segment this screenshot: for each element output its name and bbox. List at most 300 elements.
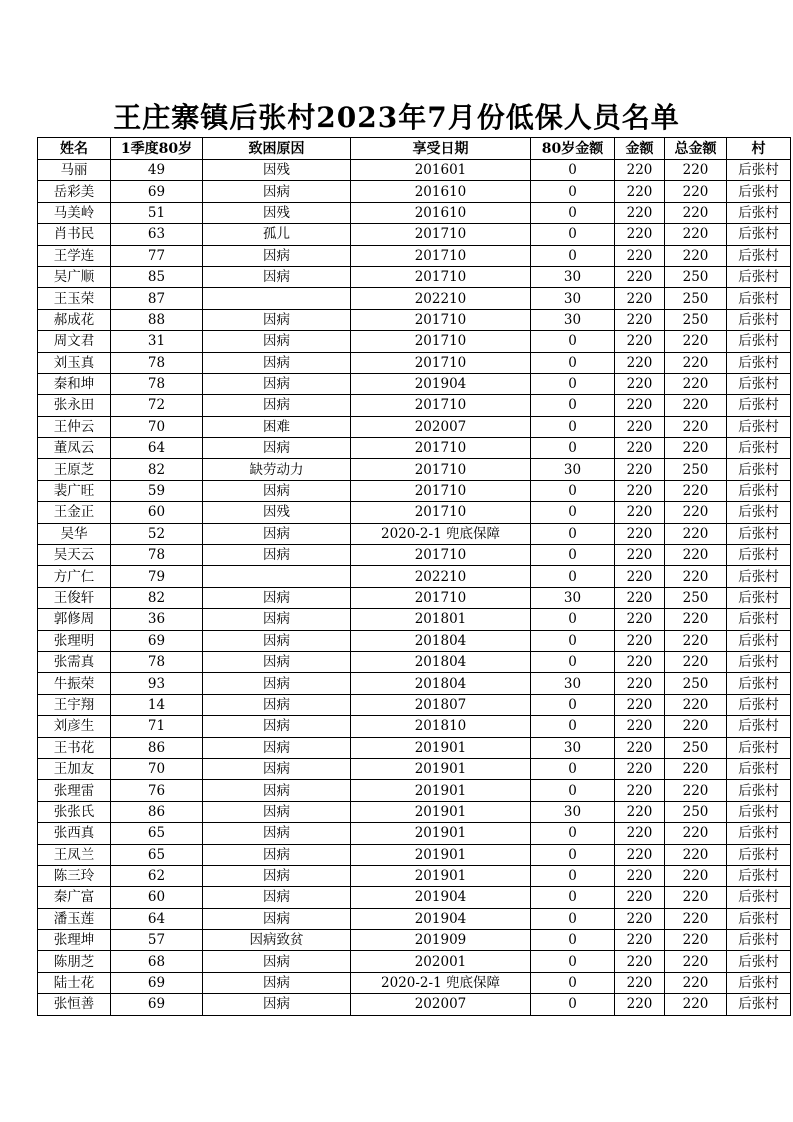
- cell-start-date: 201710: [351, 352, 531, 373]
- table-row: [38, 373, 791, 394]
- cell-name: 王凤兰: [38, 844, 111, 865]
- cell-name: 郝成花: [38, 309, 111, 330]
- cell-village: 后张村: [727, 587, 791, 608]
- cell-amount-80: 0: [531, 373, 615, 394]
- cell-q1-80: 76: [111, 780, 203, 801]
- cell-start-date: 201901: [351, 737, 531, 758]
- cell-total-amount: 220: [665, 908, 727, 929]
- table-row: [38, 609, 791, 630]
- cell-start-date: 201710: [351, 459, 531, 480]
- cell-village: 后张村: [727, 801, 791, 822]
- cell-village: 后张村: [727, 523, 791, 544]
- cell-total-amount: 220: [665, 609, 727, 630]
- cell-village: 后张村: [727, 352, 791, 373]
- cell-start-date: 201710: [351, 587, 531, 608]
- cell-name: 王金正: [38, 502, 111, 523]
- cell-start-date: 201909: [351, 930, 531, 951]
- cell-cause: 因病致贫: [203, 930, 351, 951]
- cell-amount-80: 0: [531, 523, 615, 544]
- table-row: [38, 908, 791, 929]
- cell-q1-80: 78: [111, 545, 203, 566]
- table-row: [38, 160, 791, 181]
- cell-total-amount: 220: [665, 224, 727, 245]
- cell-village: 后张村: [727, 309, 791, 330]
- cell-amount: 220: [615, 823, 665, 844]
- cell-name: 张理明: [38, 630, 111, 651]
- header-village: 村: [727, 138, 791, 160]
- cell-amount-80: 0: [531, 224, 615, 245]
- table-row: [38, 801, 791, 822]
- cell-total-amount: 220: [665, 972, 727, 993]
- cell-village: 后张村: [727, 823, 791, 844]
- cell-q1-80: 62: [111, 865, 203, 886]
- cell-name: 陆士花: [38, 972, 111, 993]
- cell-start-date: 201904: [351, 908, 531, 929]
- cell-cause: 因病: [203, 908, 351, 929]
- cell-amount: 220: [615, 865, 665, 886]
- cell-cause: 因残: [203, 160, 351, 181]
- cell-name: 郭修周: [38, 609, 111, 630]
- cell-amount: 220: [615, 908, 665, 929]
- cell-name: 陈三玲: [38, 865, 111, 886]
- cell-q1-80: 82: [111, 587, 203, 608]
- cell-cause: 因病: [203, 373, 351, 394]
- cell-village: 后张村: [727, 972, 791, 993]
- cell-village: 后张村: [727, 758, 791, 779]
- cell-total-amount: 220: [665, 545, 727, 566]
- cell-cause: 因病: [203, 480, 351, 501]
- table-row: [38, 587, 791, 608]
- cell-name: 张永田: [38, 395, 111, 416]
- table-row: [38, 416, 791, 437]
- cell-name: 王俊轩: [38, 587, 111, 608]
- cell-amount-80: 0: [531, 160, 615, 181]
- cell-amount: 220: [615, 309, 665, 330]
- cell-amount-80: 30: [531, 309, 615, 330]
- cell-total-amount: 220: [665, 865, 727, 886]
- cell-village: 后张村: [727, 288, 791, 309]
- cell-cause: 因病: [203, 737, 351, 758]
- cell-name: 肖书民: [38, 224, 111, 245]
- table-row: [38, 502, 791, 523]
- cell-start-date: 201901: [351, 844, 531, 865]
- table-row: [38, 651, 791, 672]
- cell-cause: 因病: [203, 245, 351, 266]
- cell-cause: 因残: [203, 202, 351, 223]
- cell-amount-80: 0: [531, 651, 615, 672]
- cell-total-amount: 250: [665, 266, 727, 287]
- cell-name: 张西真: [38, 823, 111, 844]
- cell-amount-80: 0: [531, 502, 615, 523]
- cell-start-date: 2020-2-1 兜底保障: [351, 523, 531, 544]
- cell-cause: 因病: [203, 887, 351, 908]
- cell-q1-80: 68: [111, 951, 203, 972]
- cell-total-amount: 220: [665, 438, 727, 459]
- cell-name: 张张氏: [38, 801, 111, 822]
- cell-amount: 220: [615, 887, 665, 908]
- cell-q1-80: 86: [111, 801, 203, 822]
- cell-total-amount: 250: [665, 587, 727, 608]
- cell-name: 吴天云: [38, 545, 111, 566]
- cell-start-date: 201710: [351, 438, 531, 459]
- cell-total-amount: 250: [665, 737, 727, 758]
- cell-q1-80: 64: [111, 438, 203, 459]
- cell-village: 后张村: [727, 630, 791, 651]
- cell-q1-80: 59: [111, 480, 203, 501]
- cell-q1-80: 78: [111, 651, 203, 672]
- table-row: [38, 566, 791, 587]
- cell-amount: 220: [615, 758, 665, 779]
- cell-amount-80: 0: [531, 930, 615, 951]
- cell-total-amount: 250: [665, 801, 727, 822]
- cell-total-amount: 220: [665, 416, 727, 437]
- cell-start-date: 201610: [351, 181, 531, 202]
- cell-cause: [203, 566, 351, 587]
- cell-start-date: 202007: [351, 994, 531, 1015]
- table-row: [38, 224, 791, 245]
- cell-amount-80: 0: [531, 566, 615, 587]
- cell-village: 后张村: [727, 673, 791, 694]
- cell-cause: 因病: [203, 587, 351, 608]
- cell-village: 后张村: [727, 951, 791, 972]
- cell-total-amount: 220: [665, 951, 727, 972]
- cell-name: 秦广富: [38, 887, 111, 908]
- cell-q1-80: 70: [111, 416, 203, 437]
- cell-amount-80: 0: [531, 438, 615, 459]
- cell-amount-80: 0: [531, 844, 615, 865]
- cell-village: 后张村: [727, 502, 791, 523]
- cell-start-date: 201810: [351, 716, 531, 737]
- cell-amount-80: 0: [531, 994, 615, 1015]
- cell-q1-80: 49: [111, 160, 203, 181]
- cell-amount-80: 30: [531, 459, 615, 480]
- cell-village: 后张村: [727, 224, 791, 245]
- cell-start-date: 201904: [351, 887, 531, 908]
- cell-start-date: 201710: [351, 502, 531, 523]
- cell-total-amount: 220: [665, 630, 727, 651]
- table-header-row: [38, 138, 791, 160]
- cell-total-amount: 220: [665, 930, 727, 951]
- page-title: 王庄寨镇后张村2023年7月份低保人员名单: [113, 101, 680, 134]
- cell-amount: 220: [615, 502, 665, 523]
- cell-cause: 因病: [203, 716, 351, 737]
- cell-total-amount: 250: [665, 288, 727, 309]
- cell-cause: 因病: [203, 758, 351, 779]
- cell-amount: 220: [615, 181, 665, 202]
- cell-q1-80: 65: [111, 823, 203, 844]
- cell-amount: 220: [615, 972, 665, 993]
- cell-village: 后张村: [727, 737, 791, 758]
- cell-cause: 因病: [203, 651, 351, 672]
- cell-name: 王玉荣: [38, 288, 111, 309]
- cell-name: 马丽: [38, 160, 111, 181]
- cell-total-amount: 220: [665, 395, 727, 416]
- table-row: [38, 844, 791, 865]
- cell-name: 潘玉莲: [38, 908, 111, 929]
- cell-start-date: 201804: [351, 651, 531, 672]
- cell-q1-80: 79: [111, 566, 203, 587]
- cell-village: 后张村: [727, 245, 791, 266]
- cell-amount: 220: [615, 801, 665, 822]
- cell-cause: 因病: [203, 352, 351, 373]
- cell-q1-80: 78: [111, 352, 203, 373]
- cell-amount-80: 0: [531, 630, 615, 651]
- cell-amount: 220: [615, 673, 665, 694]
- cell-village: 后张村: [727, 865, 791, 886]
- cell-amount: 220: [615, 716, 665, 737]
- cell-q1-80: 88: [111, 309, 203, 330]
- cell-total-amount: 250: [665, 673, 727, 694]
- table-row: [38, 694, 791, 715]
- cell-q1-80: 60: [111, 887, 203, 908]
- cell-amount: 220: [615, 651, 665, 672]
- cell-name: 吴广顺: [38, 266, 111, 287]
- cell-name: 王学连: [38, 245, 111, 266]
- cell-total-amount: 220: [665, 758, 727, 779]
- cell-start-date: 201901: [351, 758, 531, 779]
- cell-start-date: 201710: [351, 245, 531, 266]
- cell-amount: 220: [615, 844, 665, 865]
- cell-amount: 220: [615, 587, 665, 608]
- cell-amount: 220: [615, 352, 665, 373]
- cell-amount: 220: [615, 545, 665, 566]
- cell-name: 刘彦生: [38, 716, 111, 737]
- cell-name: 秦和坤: [38, 373, 111, 394]
- cell-name: 陈朋芝: [38, 951, 111, 972]
- cell-start-date: 201601: [351, 160, 531, 181]
- cell-q1-80: 14: [111, 694, 203, 715]
- cell-name: 张恒善: [38, 994, 111, 1015]
- cell-cause: 因病: [203, 609, 351, 630]
- cell-amount-80: 0: [531, 716, 615, 737]
- table-row: [38, 181, 791, 202]
- cell-amount-80: 30: [531, 737, 615, 758]
- cell-q1-80: 52: [111, 523, 203, 544]
- header-amount: 金额: [615, 138, 665, 160]
- cell-cause: 因病: [203, 395, 351, 416]
- cell-total-amount: 220: [665, 651, 727, 672]
- cell-total-amount: 220: [665, 202, 727, 223]
- cell-name: 岳彩美: [38, 181, 111, 202]
- cell-amount-80: 0: [531, 480, 615, 501]
- cell-amount-80: 0: [531, 395, 615, 416]
- cell-cause: 因病: [203, 865, 351, 886]
- cell-start-date: 202210: [351, 288, 531, 309]
- table-row: [38, 758, 791, 779]
- cell-total-amount: 220: [665, 352, 727, 373]
- cell-amount-80: 0: [531, 865, 615, 886]
- table-row: [38, 288, 791, 309]
- cell-amount: 220: [615, 160, 665, 181]
- cell-village: 后张村: [727, 780, 791, 801]
- cell-village: 后张村: [727, 459, 791, 480]
- table-row: [38, 352, 791, 373]
- cell-start-date: 201710: [351, 545, 531, 566]
- cell-start-date: 2020-2-1 兜底保障: [351, 972, 531, 993]
- cell-cause: 因病: [203, 523, 351, 544]
- cell-amount-80: 0: [531, 823, 615, 844]
- cell-total-amount: 220: [665, 716, 727, 737]
- cell-village: 后张村: [727, 160, 791, 181]
- cell-start-date: 201901: [351, 823, 531, 844]
- cell-village: 后张村: [727, 480, 791, 501]
- cell-q1-80: 70: [111, 758, 203, 779]
- cell-amount: 220: [615, 694, 665, 715]
- table-row: [38, 951, 791, 972]
- table-row: [38, 309, 791, 330]
- cell-amount: 220: [615, 331, 665, 352]
- cell-village: 后张村: [727, 887, 791, 908]
- cell-village: 后张村: [727, 395, 791, 416]
- cell-amount: 220: [615, 566, 665, 587]
- cell-village: 后张村: [727, 416, 791, 437]
- cell-name: 王加友: [38, 758, 111, 779]
- cell-cause: 孤儿: [203, 224, 351, 245]
- cell-name: 张需真: [38, 651, 111, 672]
- table-row: [38, 865, 791, 886]
- table-row: [38, 395, 791, 416]
- cell-start-date: 202001: [351, 951, 531, 972]
- cell-total-amount: 220: [665, 844, 727, 865]
- cell-amount-80: 0: [531, 951, 615, 972]
- cell-q1-80: 71: [111, 716, 203, 737]
- table-row: [38, 930, 791, 951]
- cell-cause: 因病: [203, 331, 351, 352]
- cell-q1-80: 69: [111, 630, 203, 651]
- cell-village: 后张村: [727, 930, 791, 951]
- table-row: [38, 673, 791, 694]
- cell-q1-80: 85: [111, 266, 203, 287]
- cell-amount: 220: [615, 737, 665, 758]
- cell-q1-80: 86: [111, 737, 203, 758]
- cell-name: 牛振荣: [38, 673, 111, 694]
- cell-village: 后张村: [727, 545, 791, 566]
- cell-q1-80: 51: [111, 202, 203, 223]
- cell-amount-80: 30: [531, 673, 615, 694]
- cell-amount-80: 0: [531, 758, 615, 779]
- cell-q1-80: 69: [111, 994, 203, 1015]
- cell-amount: 220: [615, 416, 665, 437]
- cell-start-date: 201710: [351, 331, 531, 352]
- header-cause: 致困原因: [203, 138, 351, 160]
- cell-start-date: 201710: [351, 395, 531, 416]
- cell-name: 刘玉真: [38, 352, 111, 373]
- cell-cause: 因病: [203, 181, 351, 202]
- cell-village: 后张村: [727, 266, 791, 287]
- cell-amount: 220: [615, 609, 665, 630]
- cell-total-amount: 220: [665, 887, 727, 908]
- cell-start-date: 201901: [351, 801, 531, 822]
- cell-total-amount: 220: [665, 373, 727, 394]
- table-row: [38, 716, 791, 737]
- table-row: [38, 438, 791, 459]
- cell-amount-80: 0: [531, 245, 615, 266]
- cell-amount-80: 0: [531, 908, 615, 929]
- cell-q1-80: 87: [111, 288, 203, 309]
- cell-cause: [203, 288, 351, 309]
- header-amount-80: 80岁金额: [531, 138, 615, 160]
- cell-amount-80: 0: [531, 887, 615, 908]
- cell-village: 后张村: [727, 438, 791, 459]
- cell-cause: 因病: [203, 694, 351, 715]
- cell-total-amount: 220: [665, 502, 727, 523]
- cell-q1-80: 36: [111, 609, 203, 630]
- cell-village: 后张村: [727, 651, 791, 672]
- cell-amount-80: 0: [531, 694, 615, 715]
- cell-total-amount: 220: [665, 694, 727, 715]
- cell-total-amount: 220: [665, 780, 727, 801]
- cell-cause: 因病: [203, 994, 351, 1015]
- cell-amount: 220: [615, 780, 665, 801]
- cell-q1-80: 72: [111, 395, 203, 416]
- cell-cause: 因病: [203, 823, 351, 844]
- cell-village: 后张村: [727, 566, 791, 587]
- cell-start-date: 201710: [351, 480, 531, 501]
- table-row: [38, 823, 791, 844]
- cell-start-date: 201901: [351, 780, 531, 801]
- cell-start-date: 201801: [351, 609, 531, 630]
- cell-amount: 220: [615, 951, 665, 972]
- cell-village: 后张村: [727, 716, 791, 737]
- cell-village: 后张村: [727, 694, 791, 715]
- cell-amount-80: 0: [531, 545, 615, 566]
- cell-start-date: 201904: [351, 373, 531, 394]
- cell-start-date: 201710: [351, 224, 531, 245]
- cell-name: 吴华: [38, 523, 111, 544]
- cell-amount-80: 0: [531, 609, 615, 630]
- cell-amount: 220: [615, 202, 665, 223]
- cell-name: 王仲云: [38, 416, 111, 437]
- cell-amount: 220: [615, 266, 665, 287]
- cell-amount: 220: [615, 288, 665, 309]
- cell-cause: 因残: [203, 502, 351, 523]
- table-row: [38, 331, 791, 352]
- cell-start-date: 201804: [351, 673, 531, 694]
- cell-cause: 因病: [203, 630, 351, 651]
- cell-q1-80: 57: [111, 930, 203, 951]
- table-row: [38, 480, 791, 501]
- cell-name: 张理雷: [38, 780, 111, 801]
- cell-amount-80: 30: [531, 801, 615, 822]
- cell-name: 王书花: [38, 737, 111, 758]
- cell-cause: 缺劳动力: [203, 459, 351, 480]
- cell-village: 后张村: [727, 908, 791, 929]
- cell-amount: 220: [615, 994, 665, 1015]
- cell-name: 张理坤: [38, 930, 111, 951]
- cell-total-amount: 220: [665, 331, 727, 352]
- cell-amount: 220: [615, 630, 665, 651]
- cell-total-amount: 220: [665, 523, 727, 544]
- cell-total-amount: 220: [665, 181, 727, 202]
- cell-q1-80: 93: [111, 673, 203, 694]
- cell-cause: 因病: [203, 309, 351, 330]
- table-row: [38, 887, 791, 908]
- cell-amount-80: 0: [531, 181, 615, 202]
- cell-amount-80: 0: [531, 972, 615, 993]
- cell-total-amount: 220: [665, 994, 727, 1015]
- cell-cause: 因病: [203, 951, 351, 972]
- table-row: [38, 459, 791, 480]
- header-total-amount: 总金额: [665, 138, 727, 160]
- cell-q1-80: 63: [111, 224, 203, 245]
- cell-amount: 220: [615, 224, 665, 245]
- cell-village: 后张村: [727, 609, 791, 630]
- cell-start-date: 201610: [351, 202, 531, 223]
- table-row: [38, 545, 791, 566]
- header-q1-80: 1季度80岁: [111, 138, 203, 160]
- cell-amount-80: 0: [531, 202, 615, 223]
- cell-total-amount: 250: [665, 309, 727, 330]
